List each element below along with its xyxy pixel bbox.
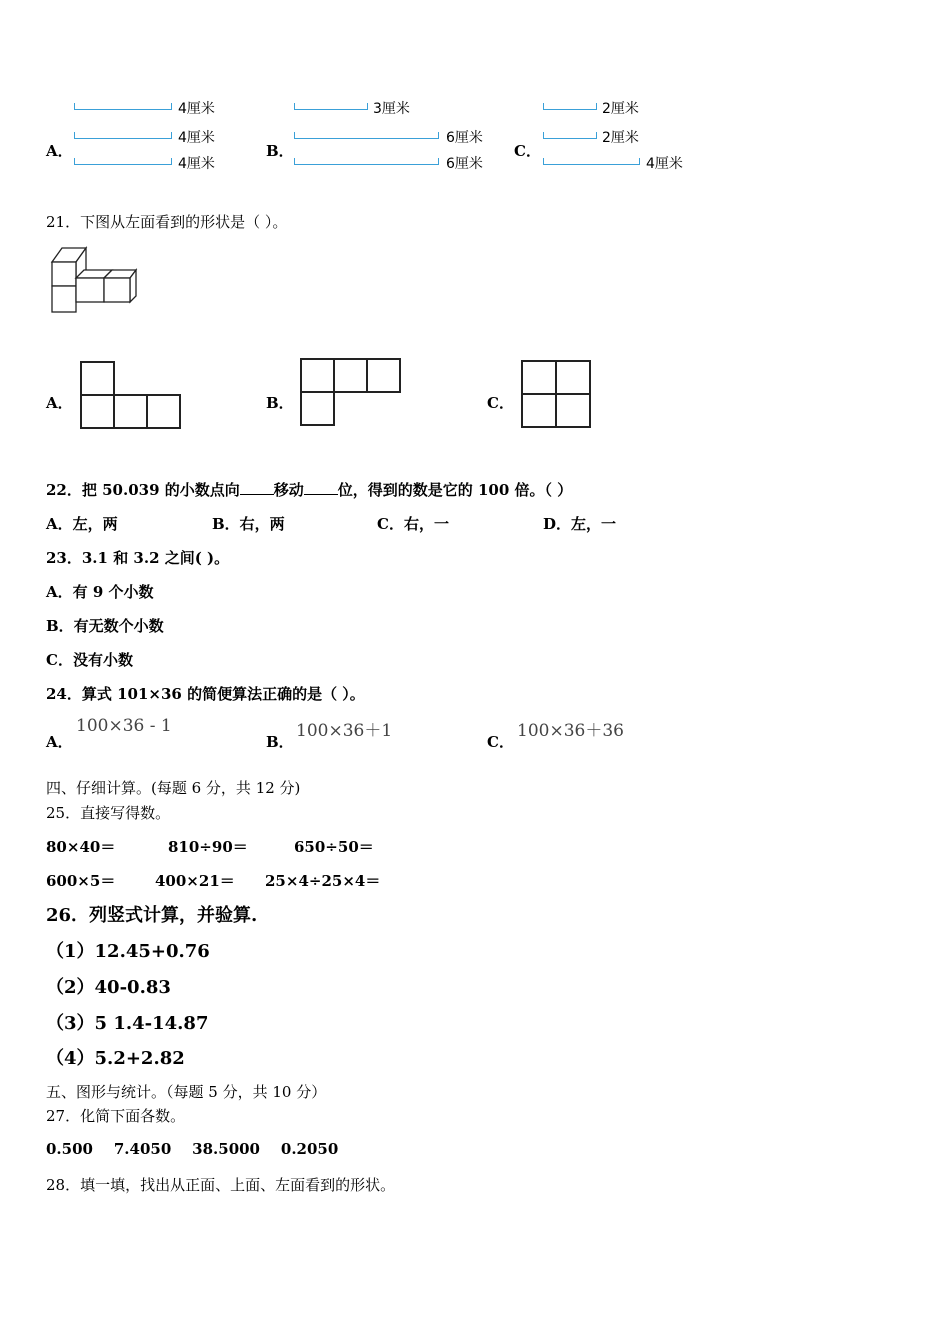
- q20-c-length-1: 2厘米: [602, 101, 639, 117]
- q23-stem: 23．3.1 和 3.2 之间( )。: [46, 549, 230, 567]
- q20-a-length-3: 4厘米: [178, 156, 215, 172]
- q24-option-b-letter[interactable]: B．: [266, 733, 294, 751]
- q22-option-c[interactable]: C．右，一: [377, 515, 449, 533]
- q22-option-a[interactable]: A．左，两: [46, 515, 118, 533]
- q20-c-segment-2: [543, 132, 597, 139]
- q21-option-c-letter[interactable]: C．: [487, 394, 514, 412]
- q22-option-d[interactable]: D．左，一: [543, 515, 617, 533]
- q21-cube-figure: [48, 244, 138, 316]
- q25-item-4: 600×5＝: [46, 872, 116, 890]
- q20-b-length-2: 6厘米: [446, 130, 483, 146]
- q20-a-length-2: 4厘米: [178, 130, 215, 146]
- q24-option-a-letter[interactable]: A．: [46, 733, 73, 751]
- q24-option-c-expr: 100×36＋36: [517, 721, 624, 741]
- q20-option-a-letter[interactable]: A．: [46, 142, 73, 160]
- q20-b-length-1: 3厘米: [373, 101, 410, 117]
- q25-item-5: 400×21＝: [155, 872, 235, 890]
- q25-item-6: 25×4÷25×4＝: [265, 872, 381, 890]
- q20-b-segment-3: [294, 158, 439, 165]
- q22-stem: [46, 479, 572, 500]
- q20-a-length-1: 4厘米: [178, 101, 215, 117]
- q20-b-segment-2: [294, 132, 439, 139]
- q25-stem: 25．直接写得数。: [46, 804, 171, 822]
- q20-option-c-letter[interactable]: C．: [514, 142, 541, 160]
- q20-c-length-2: 2厘米: [602, 130, 639, 146]
- q26-item-3: （3）5 1.4-14.87: [46, 1013, 209, 1034]
- q20-c-segment-1: [543, 103, 597, 110]
- q27-stem: 27．化简下面各数。: [46, 1107, 186, 1125]
- q22-stem-part-a: 22．把 50.039 的小数点向: [46, 481, 240, 499]
- q21-option-a-shape[interactable]: [80, 361, 182, 429]
- q22-blank-1[interactable]: [240, 480, 274, 495]
- q24-option-c-letter[interactable]: C．: [487, 733, 514, 751]
- q21-option-a-letter[interactable]: A．: [46, 394, 73, 412]
- q20-option-b-letter[interactable]: B．: [266, 142, 294, 160]
- q21-stem: 21．下图从左面看到的形状是（ ）。: [46, 213, 288, 231]
- q25-item-3: 650÷50＝: [294, 838, 374, 856]
- q22-stem-part-c: 位，得到的数是它的 100 倍。（ ）: [337, 481, 573, 499]
- q26-item-4: （4）5.2+2.82: [46, 1048, 185, 1069]
- q26-item-2: （2）40-0.83: [46, 977, 171, 998]
- q20-c-segment-3: [543, 158, 640, 165]
- q22-stem-part-b: 移动: [273, 481, 304, 499]
- q20-c-length-3: 4厘米: [646, 156, 683, 172]
- q20-b-length-3: 6厘米: [446, 156, 483, 172]
- q26-stem: 26．列竖式计算，并验算.: [46, 905, 258, 926]
- q20-a-segment-3: [74, 158, 172, 165]
- q21-option-c-shape[interactable]: [521, 360, 591, 428]
- q22-option-b[interactable]: B．右，两: [212, 515, 285, 533]
- section-4-title: 四、仔细计算。(每题 6 分，共 12 分): [46, 779, 301, 797]
- q24-stem: 24．算式 101×36 的简便算法正确的是（ ）。: [46, 685, 365, 703]
- q26-item-1: （1）12.45+0.76: [46, 941, 210, 962]
- q23-option-a[interactable]: A．有 9 个小数: [46, 583, 154, 601]
- q23-option-c[interactable]: C．没有小数: [46, 651, 133, 669]
- q22-blank-2[interactable]: [304, 480, 338, 495]
- q24-option-a-expr: 100×36 - 1: [76, 716, 172, 736]
- q23-option-b[interactable]: B．有无数个小数: [46, 617, 164, 635]
- q20-a-segment-2: [74, 132, 172, 139]
- section-5-title: 五、图形与统计。（每题 5 分，共 10 分）: [46, 1083, 327, 1101]
- q25-item-2: 810÷90＝: [168, 838, 248, 856]
- q28-stem: 28．填一填，找出从正面、上面、左面看到的形状。: [46, 1176, 396, 1194]
- q21-option-b-letter[interactable]: B．: [266, 394, 294, 412]
- q20-b-segment-1: [294, 103, 368, 110]
- q25-item-1: 80×40＝: [46, 838, 116, 856]
- q21-option-b-shape[interactable]: [300, 358, 402, 426]
- q20-a-segment-1: [74, 103, 172, 110]
- q27-numbers: 0.500 7.4050 38.5000 0.2050: [46, 1140, 339, 1158]
- q24-option-b-expr: 100×36＋1: [296, 721, 393, 741]
